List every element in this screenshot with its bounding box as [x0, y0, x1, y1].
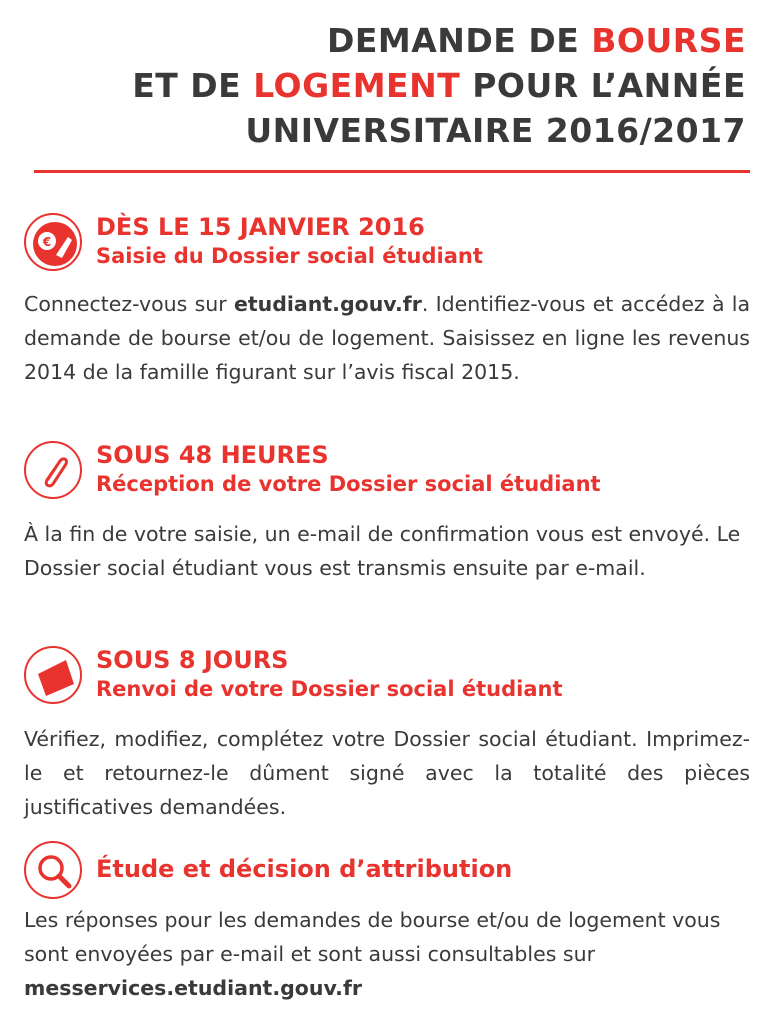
title-accent-bourse: BOURSE [591, 21, 746, 60]
body-text: Les réponses pour les demandes de bourse et/ou de logement vous sont envoyées par e-mail et sont aussi consultables sur [24, 908, 721, 966]
title-text: ET DE [132, 66, 254, 105]
page-title [46, 18, 746, 153]
svg-text:€: € [42, 235, 52, 249]
body-link-text: messervices.etudiant.gouv.fr [24, 976, 362, 1000]
step-title: SOUS 8 JOURS [96, 646, 289, 674]
step-body [24, 903, 750, 1005]
title-text: DEMANDE DE [326, 21, 592, 60]
step-subtitle: Renvoi de votre Dossier social étudiant [96, 677, 563, 701]
folder-icon [24, 646, 82, 704]
title-line-3: UNIVERSITAIRE 2016/2017 [245, 111, 746, 150]
title-line-2 [46, 63, 746, 108]
title-text: POUR L’ANNÉE [460, 66, 746, 105]
magnifier-icon [24, 841, 82, 899]
body-text: Connectez-vous sur [24, 292, 234, 316]
step-body [24, 287, 750, 389]
header-divider [34, 170, 750, 173]
paperclip-icon [24, 441, 82, 499]
body-text: . Identifiez-vous et accédez à la demande de bourse et/ou de logement. Saisissez en ligne les revenus 2014 de la famille figurant sur l’avis fiscal 2015. [24, 292, 751, 384]
step-body: À la fin de votre saisie, un e-mail de confirmation vous est envoyé. Le Dossier social étudiant vous est transmis ensuite par e-mail. [24, 522, 741, 580]
step-subtitle: Saisie du Dossier social étudiant [96, 244, 483, 268]
step-title: SOUS 48 HEURES [96, 441, 329, 469]
step-body: Vérifiez, modifiez, complétez votre Dossier social étudiant. Imprimez-le et retournez-le dûment signé avec la totalité des pièces justificatives demandées. [24, 727, 750, 819]
step-title: DÈS LE 15 JANVIER 2016 [96, 213, 425, 241]
euro-hand-icon [24, 213, 82, 271]
body-link-text: etudiant.gouv.fr [233, 292, 422, 316]
title-accent-logement: LOGEMENT [253, 66, 461, 105]
step-title: Étude et décision d’attribution [96, 855, 513, 883]
title-line-1 [46, 18, 746, 63]
step-subtitle: Réception de votre Dossier social étudiant [96, 472, 601, 496]
